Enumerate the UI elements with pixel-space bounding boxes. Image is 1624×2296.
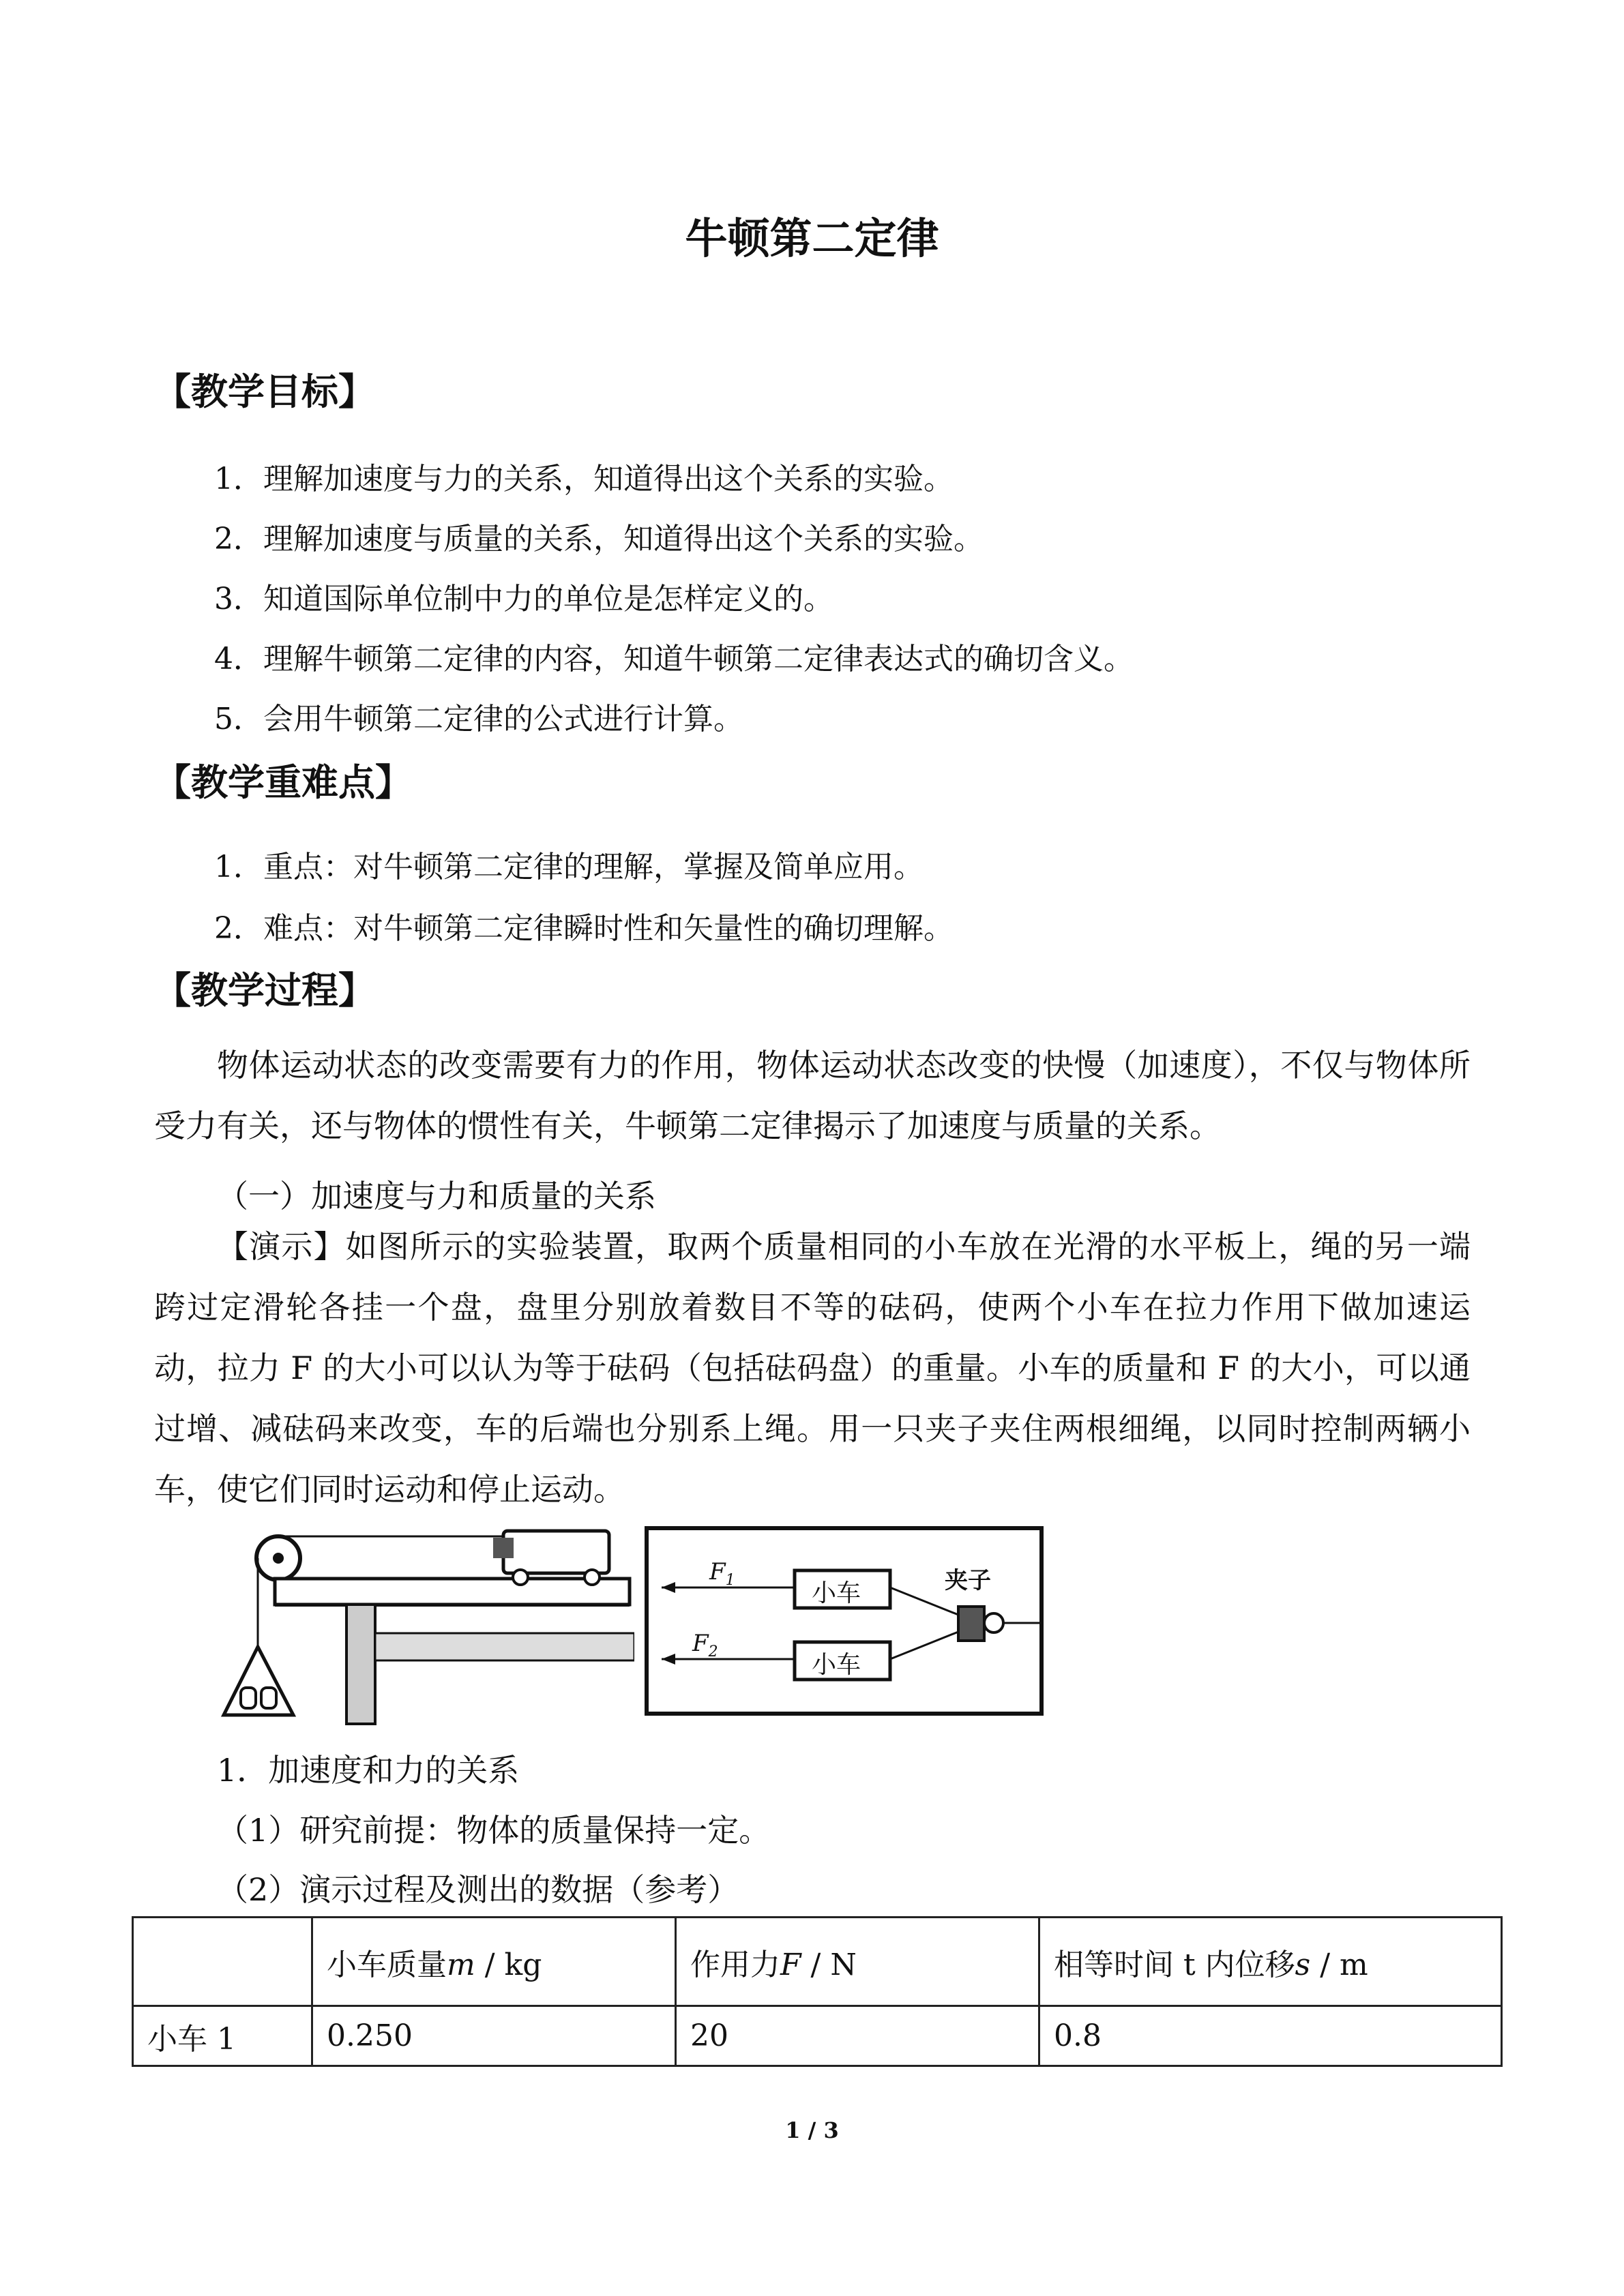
intro-paragraph: 物体运动状态的改变需要有力的作用，物体运动状态改变的快慢（加速度），不仅与物体所受力有关，还与物体的惯性有关，牛顿第二定律揭示了加速度与质量的关系。	[154, 1047, 1471, 1144]
clamp-label: 夹子	[945, 1567, 991, 1594]
board	[275, 1579, 630, 1605]
subsection-heading: （一）加速度与力和质量的关系	[217, 1178, 656, 1214]
page-number: 1 / 3	[785, 2117, 839, 2143]
premise-line: （1）研究前提：物体的质量保持一定。	[217, 1812, 771, 1849]
topview-schematic	[645, 1526, 1044, 1716]
goal-item-4: 4．理解牛顿第二定律的内容，知道牛顿第二定律表达式的确切含义。	[214, 642, 1134, 676]
row-label: 小车 1	[133, 2006, 312, 2066]
demo-data-line: （2）演示过程及测出的数据（参考）	[217, 1871, 739, 1908]
goal-item-1: 1．理解加速度与力的关系，知道得出这个关系的实验。	[214, 462, 954, 496]
page-title: 牛顿第二定律	[685, 213, 939, 263]
cart	[503, 1531, 609, 1573]
table-header-row	[133, 1918, 1502, 2006]
goal-item-5: 5．会用牛顿第二定律的公式进行计算。	[214, 702, 743, 736]
process-heading: 【教学过程】	[154, 969, 375, 1012]
table-row	[133, 2006, 1502, 2066]
header-cell-empty	[133, 1918, 312, 2006]
key-point-2: 2．难点：对牛顿第二定律瞬时性和矢量性的确切理解。	[214, 911, 954, 946]
header-cell-mass: 小车质量m / kg	[312, 1918, 676, 2006]
cell-mass: 0.250	[312, 2006, 676, 2066]
cart-label-2: 小车	[812, 1651, 861, 1679]
apparatus-illustration	[217, 1524, 634, 1729]
cart-label-1: 小车	[812, 1579, 861, 1607]
force-label-2: $F_2$	[692, 1630, 718, 1660]
goals-heading: 【教学目标】	[154, 370, 375, 413]
header-cell-displacement: 相等时间 t 内位移s / m	[1039, 1918, 1502, 2006]
goal-item-3: 3．知道国际单位制中力的单位是怎样定义的。	[214, 582, 833, 616]
header-cell-force: 作用力F / N	[676, 1918, 1039, 2006]
cell-displacement: 0.8	[1039, 2006, 1502, 2066]
force-label-1: $F_1$	[709, 1558, 735, 1589]
key-point-1: 1．重点：对牛顿第二定律的理解，掌握及简单应用。	[214, 850, 924, 884]
clamp	[958, 1607, 984, 1641]
relation-heading: 1．加速度和力的关系	[217, 1752, 520, 1789]
goal-item-2: 2．理解加速度与质量的关系，知道得出这个关系的实验。	[214, 522, 984, 556]
key-points-heading: 【教学重难点】	[154, 761, 412, 804]
cell-force: 20	[676, 2006, 1039, 2066]
data-table	[132, 1916, 1503, 2067]
weight-pan	[224, 1647, 293, 1715]
demo-paragraph: 【演示】如图所示的实验装置，取两个质量相同的小车放在光滑的水平板上，绳的另一端跨过定滑轮各挂一个盘，盘里分别放着数目不等的砝码，使两个小车在拉力作用下做加速运动，拉力 F 的大小可以认为等于砝码（包括砝码盘）的重量。小车的质量和 F 的大小，可以通过增、减砝码来改变，车的后端也分别系上绳。用一只夹子夹住两根细绳，以同时控制两辆小车，使它们同时运动和停止运动。	[154, 1228, 1471, 1508]
